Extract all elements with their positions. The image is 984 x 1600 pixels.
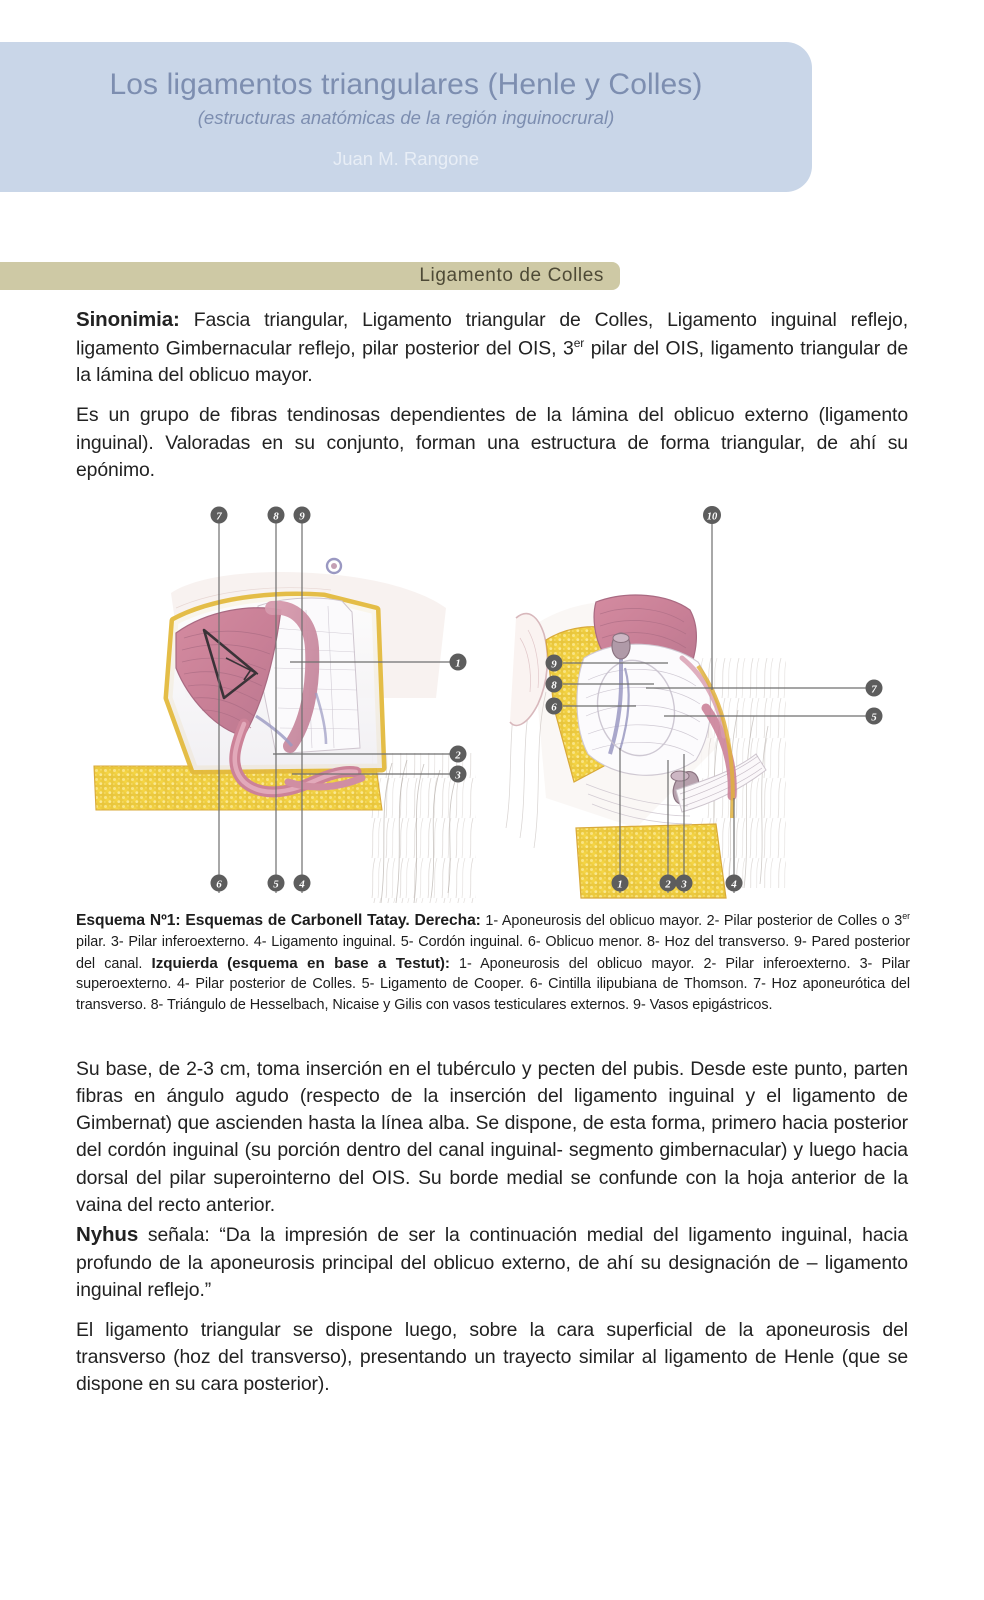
nyhus-text: señala: “Da la impresión de ser la continuación medial del ligamento inguinal, hacia profundo de la aponeurosis principal del oblicuo externo, de ahí su designación de – ligamento inguinal reflejo.” [76, 1223, 908, 1301]
callout-marker-r5 [866, 708, 883, 725]
sinonimia-superscript: er [573, 335, 585, 350]
svg-text:10: 10 [706, 511, 718, 523]
callout-marker-9 [294, 507, 311, 524]
callout-marker-1 [450, 654, 467, 671]
callout-marker-2 [450, 746, 467, 763]
paragraph-ligamento-triangular: El ligamento triangular se dispone luego, sobre la cara superficial de la aponeurosis del transverso (hoz del transverso), presentando un trayecto similar al ligamento de Henle (que se dispone en su cara posterior). [76, 1318, 908, 1396]
right-scheme-illustration [506, 506, 883, 898]
callout-marker-10 [703, 506, 721, 524]
svg-text:1: 1 [455, 657, 461, 670]
svg-text:9: 9 [551, 658, 557, 671]
sinonimia-text-a: Fascia triangular, Ligamento triangular de Colles, Ligamento inguinal reflejo, ligamento Gimbernacular reflejo, pilar posterior del OIS, 3 [76, 309, 908, 360]
svg-text:7: 7 [871, 683, 877, 696]
svg-text:4: 4 [299, 878, 305, 891]
figure-caption [76, 910, 910, 1015]
caption-text-3: 1- Aponeurosis del oblicuo mayor. 2- Pilar inferoexterno. 3- Pilar superoexterno. 4- Pilar posterior de Colles. 5- Ligamento de Cooper. 6- Cintilla ilipubiana de Thomson. 7- Hoz aponeurótica del transverso. 8- Triángulo de Hesselbach, Nicaise y Gilis con vasos testiculares externos. 9- Vasos epigástricos. [76, 955, 910, 1013]
svg-text:3: 3 [455, 769, 461, 782]
lower-body-text [76, 1056, 908, 1411]
svg-text:6: 6 [551, 701, 557, 714]
sinonimia-label: Sinonimia: [76, 308, 180, 331]
sinonimia-text-b: pilar del OIS, ligamento triangular de la lámina del oblicuo mayor. [76, 337, 909, 387]
callout-marker-6 [211, 875, 228, 892]
callout-marker-r6 [546, 698, 563, 715]
caption-superscript: er [902, 911, 911, 922]
section-header-bar [0, 262, 620, 290]
svg-text:2: 2 [455, 749, 461, 762]
author-name: Juan M. Rangone [332, 147, 480, 169]
svg-text:5: 5 [273, 878, 279, 891]
svg-text:8: 8 [551, 679, 557, 692]
callout-marker-4 [294, 875, 311, 892]
left-scheme-illustration [94, 507, 476, 904]
callout-marker-r9 [546, 655, 563, 672]
callout-marker-3 [450, 766, 467, 783]
page-title: Los ligamentos triangulares (Henle y Colles) [109, 68, 703, 102]
upper-body-text [76, 306, 908, 497]
paragraph-base-insercion: Su base, de 2-3 cm, toma inserción en el tubérculo y pecten del pubis. Desde este punto, parten fibras en ángulo agudo (respecto de la inserción del ligamento inguinal y el ligamento de Gimbernat) que ascienden hasta la línea alba. Se dispone, de esta forma, primero hacia posterior del cordón inguinal (su porción dentro del canal inguinal- segmento gimbernacular) y luego hacia dorsal del pilar superointerno del OIS. Su borde medial se confunde con la hoja anterior de la vaina del recto anterior. [76, 1058, 908, 1216]
figure-svg [76, 498, 908, 903]
callout-marker-5 [268, 875, 285, 892]
paragraph-nyhus [76, 1221, 908, 1304]
svg-text:9: 9 [299, 510, 305, 523]
section-title: Ligamento de Colles [419, 265, 604, 286]
caption-text-2: pilar. 3- Pilar inferoexterno. 4- Ligamento inguinal. 5- Cordón inguinal. 6- Oblicuo menor. 8- Hoz del transverso. 9- Pared posterior del canal. [76, 934, 910, 972]
caption-text-1: 1- Aponeurosis del oblicuo mayor. 2- Pilar posterior de Colles o 3 [480, 913, 903, 929]
callout-marker-r2 [660, 875, 677, 892]
callout-marker-8 [268, 507, 285, 524]
svg-text:5: 5 [871, 711, 877, 724]
svg-text:1: 1 [617, 878, 623, 891]
callout-marker-r3 [676, 875, 693, 892]
svg-text:3: 3 [681, 878, 687, 891]
callout-marker-7 [211, 507, 228, 524]
svg-text:6: 6 [216, 878, 222, 891]
figure-anatomical-schemes [76, 498, 908, 903]
callout-marker-r8 [546, 676, 563, 693]
paragraph-sinonimia [76, 306, 908, 389]
header-banner [0, 42, 812, 192]
callout-marker-r4 [726, 875, 743, 892]
svg-text:7: 7 [216, 510, 222, 523]
svg-text:8: 8 [273, 510, 279, 523]
caption-strong-derecha: Esquema Nº1: Esquemas de Carbonell Tatay. Derecha: [76, 912, 481, 929]
nyhus-label: Nyhus [76, 1222, 139, 1246]
caption-strong-izquierda: Izquierda (esquema en base a Testut): [151, 954, 450, 972]
callout-marker-r7 [866, 680, 883, 697]
svg-text:4: 4 [731, 878, 737, 891]
page-subtitle: (estructuras anatómicas de la región inguinocrural) [197, 106, 615, 128]
svg-text:2: 2 [665, 878, 671, 891]
callout-marker-r1 [612, 875, 629, 892]
paragraph-descripcion: Es un grupo de fibras tendinosas dependientes de la lámina del oblicuo externo (ligamento inguinal). Valoradas en su conjunto, forman una estructura de forma triangular, de ahí su epónimo. [76, 404, 908, 481]
